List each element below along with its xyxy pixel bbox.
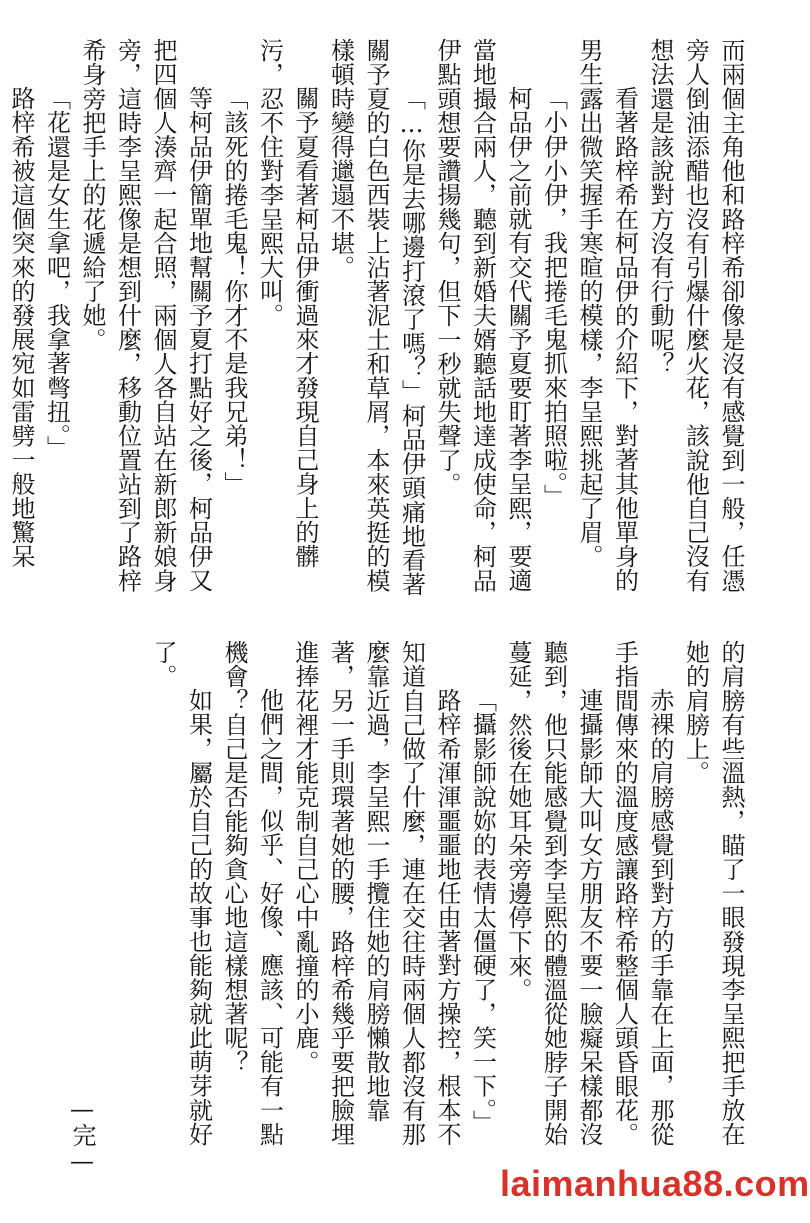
paragraph: 而兩個主角他和路梓希卻像是沒有感覺到一般，任憑旁人倒油添醋也沒有引爆什麼火花，該說他自己沒有想法還是該說對方沒有行動呢？ [646,38,745,593]
end-mark: —完— [68,1095,96,1175]
dialogue: 「花還是女生拿吧，我拿著彆扭。」 [42,86,71,460]
dialogue: 「攝影師說妳的表情太僵硬了，笑一下。」 [468,688,497,1134]
paragraph: 赤裸的肩膀感覺到對方的手靠在上面，那從手指間傳來的溫度感讓路梓希整個人頭昏眼花。 [610,640,674,1147]
paragraph: 路梓希被這個突來的發展宛如雷劈一般地驚呆 [7,86,35,568]
dialogue: 「…你是去哪邊打滾了嗎？」柯品伊頭痛地看著關予夏的白色西裝上沾著泥土和草屑，本來英挺的模樣頓時變得邋遢不堪。 [326,38,426,597]
watermark: laimanhua88.com [500,1163,810,1204]
dialogue: 「小伊小伊，我把捲毛鬼抓來拍照啦。」 [539,86,568,508]
paragraph: 他們之間，似乎、好像、應該、可能有一點機會？自己是否能夠貪心地這樣想著呢？ [220,640,284,1146]
dialogue: 「該死的捲毛鬼！你才不是我兄弟！」 [220,86,248,496]
top-text-block [7,38,748,598]
bottom-text-block [149,640,748,1150]
paragraph: 連攝影師大叫女方朋友不要一臉癡呆樣都沒聽到，他只能感覺到李呈熙的體溫從她脖子開始蔓延，然後在她耳朵旁邊停下來。 [504,640,603,1147]
paragraph: 關予夏看著柯品伊衝過來才發現自己身上的髒污，忍不住對李呈熙大叫。 [255,38,319,568]
paragraph: 柯品伊之前就有交代關予夏要盯著李呈熙，要適當地撮合兩人，聽到新婚夫婿聽話地達成使命，柯品伊點頭想要讚揚幾句，但下一秒就失聲了。 [433,38,532,593]
paragraph: 如果，屬於自己的故事也能夠就此萌芽就好了。 [149,640,213,1146]
paragraph: 路梓希渾渾噩噩地任由著對方操控，根本不知道自己做了什麼，連在交往時兩個人都沒有那麼靠近過，李呈熙一手攬住她的肩膀懶散地靠著，另一手則環著她的腰，路梓希幾乎要把臉埋進捧花裡才能克制自己心中亂撞的小鹿。 [291,640,461,1147]
paragraph: 看著路梓希在柯品伊的介紹下，對著其他單身的男生露出微笑握手寒暄的模樣，李呈熙挑起了眉。 [575,38,639,593]
paragraph: 等柯品伊簡單地幫關予夏打點好之後，柯品伊又把四個人湊齊一起合照，兩個人各自站在新郎新娘身旁，這時李呈熙像是想到什麼，移動位置站到了路梓希身旁把手上的花遞給了她。 [78,38,213,593]
paragraph: 的肩膀有些溫熱，瞄了一眼發現李呈熙把手放在她的肩膀上。 [681,640,745,1147]
